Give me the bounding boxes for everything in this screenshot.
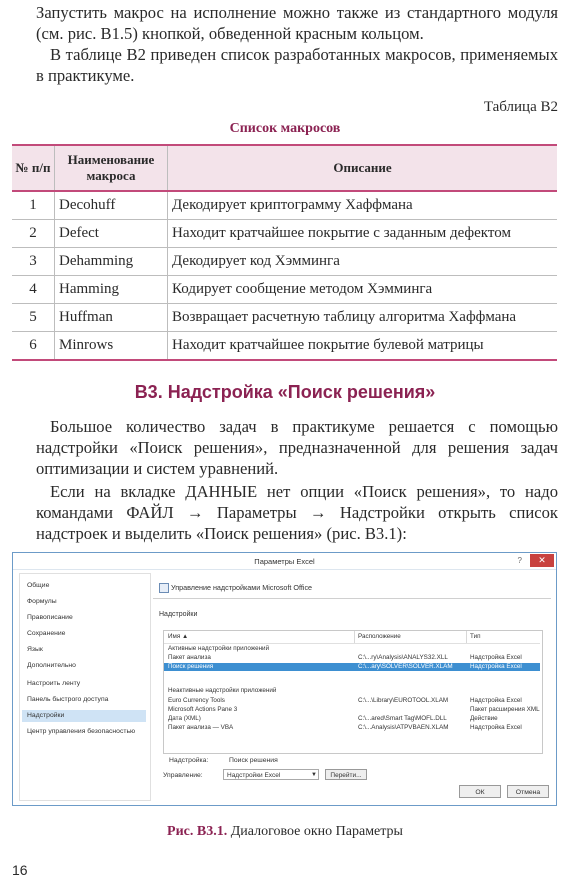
column-divider: [466, 631, 467, 643]
addin-location: C:\...\Library\EUROTOOL.XLAM: [358, 697, 449, 704]
addins-list: [163, 630, 543, 754]
addin-type: Надстройка Excel: [470, 663, 522, 670]
dialog-title: Параметры Excel: [254, 557, 315, 566]
row-macro: Huffman: [55, 304, 168, 332]
addin-location: C:\...ary\SOLVER\SOLVER.XLAM: [358, 663, 453, 670]
options-nav: [19, 573, 151, 801]
inactive-group-label: Неактивные надстройки приложений: [168, 687, 277, 694]
macro-table: [12, 144, 557, 361]
nav-item-trust-center[interactable]: Центр управления безопасностью: [27, 728, 136, 735]
nav-item-quick-access[interactable]: Панель быстрого доступа: [27, 696, 109, 703]
table-row: [12, 220, 557, 248]
go-button[interactable]: Перейти...: [325, 769, 367, 780]
addin-info-value: Поиск решения: [229, 757, 278, 764]
table-row: [12, 248, 557, 276]
section-paragraph-1: Большое количество задач в практикуме решается с помощью надстройки «Поиск решения», предназначенной для решения задач оптимизации и систем уравнений.: [36, 417, 558, 478]
table-row: [12, 191, 557, 220]
row-description: Находит кратчайшее покрытие с заданным дефектом: [168, 220, 558, 248]
addin-type: Надстройка Excel: [470, 654, 522, 661]
help-icon[interactable]: ?: [517, 556, 522, 565]
addin-type: Пакет расширения XML: [470, 706, 540, 713]
table-row: [12, 304, 557, 332]
header-name: Наименование макроса: [55, 145, 168, 191]
addin-row[interactable]: [164, 715, 540, 723]
addins-list-header: [164, 633, 540, 641]
manage-row: [163, 772, 362, 779]
dialog-titlebar: [13, 553, 556, 570]
addin-name: Euro Currency Tools: [168, 697, 225, 704]
nav-item-customize-ribbon[interactable]: Настроить ленту: [27, 680, 81, 687]
table-caption: Таблица В2: [483, 99, 558, 115]
addin-name: Дата (XML): [168, 715, 201, 722]
row-num: 3: [12, 248, 55, 276]
row-macro: Defect: [55, 220, 168, 248]
manage-select-value: Надстройки Excel: [227, 772, 281, 779]
table-row: [12, 276, 557, 304]
row-num: 4: [12, 276, 55, 304]
manage-label: Управление:: [163, 772, 203, 779]
section-paragraph-2: Если на вкладке ДАННЫЕ нет опции «Поиск решения», то надо командами ФАЙЛ → Параметры → Надстройки открыть список надстроек и выделить «Поиск решения» (рис. В3.1):: [36, 482, 558, 543]
addin-row[interactable]: [164, 724, 540, 732]
chevron-down-icon: ▼: [311, 772, 317, 778]
page-number: 16: [12, 862, 28, 878]
nav-item-save[interactable]: Сохранение: [27, 630, 66, 637]
addin-type: Надстройка Excel: [470, 724, 522, 731]
excel-options-dialog: [12, 552, 557, 806]
active-group-label: Активные надстройки приложений: [168, 645, 270, 652]
row-description: Кодирует сообщение методом Хэмминга: [168, 276, 558, 304]
addin-row[interactable]: [164, 654, 540, 662]
addin-location: C:\...Analysis\ATPVBAEN.XLAM: [358, 724, 449, 731]
table-title: Список макросов: [229, 121, 341, 136]
header-description: Описание: [168, 145, 558, 191]
close-icon[interactable]: ✕: [530, 554, 554, 567]
row-num: 1: [12, 191, 55, 220]
row-num: 6: [12, 332, 55, 361]
addin-name: Поиск решения: [168, 663, 214, 670]
column-location[interactable]: Расположение: [358, 633, 401, 640]
row-description: Находит кратчайшее покрытие булевой матрицы: [168, 332, 558, 361]
nav-item-proofing[interactable]: Правописание: [27, 614, 73, 621]
row-description: Возвращает расчетную таблицу алгоритма Хаффмана: [168, 304, 558, 332]
addins-panel: [153, 573, 551, 799]
row-num: 5: [12, 304, 55, 332]
column-type[interactable]: Тип: [470, 633, 481, 640]
cancel-button[interactable]: Отмена: [507, 785, 549, 798]
row-macro: Minrows: [55, 332, 168, 361]
intro-paragraph-1: Запустить макрос на исполнение можно также из стандартного модуля (см. рис. В1.5) кнопкой, обведенной красным кольцом.: [36, 3, 558, 43]
figure-caption-text: Диалоговое окно Параметры: [230, 824, 403, 839]
addin-type: Надстройка Excel: [470, 697, 522, 704]
addin-location: C:\...ry\Analysis\ANALYS32.XLL: [358, 654, 448, 661]
nav-item-general[interactable]: Общие: [27, 582, 50, 589]
ok-button[interactable]: ОК: [459, 785, 501, 798]
addin-name: Пакет анализа — VBA: [168, 724, 234, 731]
addin-manager-icon: [159, 583, 169, 593]
addin-row[interactable]: [164, 706, 540, 714]
addin-row-selected[interactable]: [164, 663, 540, 671]
addin-name: Пакет анализа: [168, 654, 211, 661]
row-description: Декодирует код Хэмминга: [168, 248, 558, 276]
figure-caption: [0, 824, 570, 840]
addin-info-label: Надстройка:: [169, 757, 209, 764]
row-macro: Decohuff: [55, 191, 168, 220]
row-description: Декодирует криптограмму Хаффмана: [168, 191, 558, 220]
header-divider: [164, 643, 540, 644]
addin-type: Действие: [470, 715, 498, 722]
intro-paragraph-2: В таблице В2 приведен список разработанных макросов, применяемых в практикуме.: [36, 45, 558, 85]
nav-item-language[interactable]: Язык: [27, 646, 43, 653]
table-row: [12, 332, 557, 361]
addin-row[interactable]: [164, 697, 540, 705]
addin-name: Microsoft Actions Pane 3: [168, 706, 238, 713]
addins-section-label: Надстройки: [159, 611, 198, 618]
addin-location: C:\...ared\Smart Tag\MOFL.DLL: [358, 715, 447, 722]
row-num: 2: [12, 220, 55, 248]
column-name[interactable]: Имя ▲: [168, 633, 189, 640]
nav-item-advanced[interactable]: Дополнительно: [27, 662, 76, 669]
header-num: № п/п: [12, 145, 55, 191]
divider: [153, 598, 551, 599]
nav-item-addins[interactable]: Надстройки: [22, 710, 146, 722]
nav-item-formulas[interactable]: Формулы: [27, 598, 57, 605]
addin-manager-title: Управление надстройками Microsoft Office: [171, 583, 313, 592]
section-heading: В3. Надстройка «Поиск решения»: [134, 382, 436, 402]
row-macro: Hamming: [55, 276, 168, 304]
column-divider: [354, 631, 355, 643]
manage-select[interactable]: [223, 769, 319, 780]
row-macro: Dehamming: [55, 248, 168, 276]
figure-label: Рис. В3.1.: [167, 824, 228, 839]
